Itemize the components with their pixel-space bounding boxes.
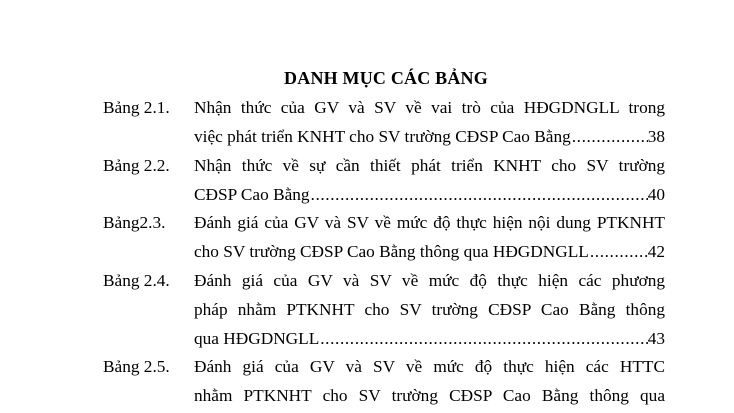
dot-leader: [571, 122, 648, 151]
entry-last-line: [194, 237, 665, 266]
entry-last-line: [194, 324, 665, 353]
entry-line: pháp nhằm PTKNHT cho SV trường CĐSP Cao Bằng thông: [194, 300, 665, 319]
dot-leader: [310, 180, 648, 209]
dot-leader: [589, 237, 648, 266]
entry-label: Bảng2.3.: [103, 213, 166, 232]
entry-line: Đánh giá của GV và SV về mức độ thực hiện các HTTC: [194, 357, 665, 376]
entry-label: Bảng 2.4.: [103, 271, 170, 290]
entry-line: qua HĐGDNGLL: [194, 329, 320, 348]
entry-line: cho SV trường CĐSP Cao Bằng thông qua HĐGDNGLL: [194, 242, 589, 261]
entry-last-line: [194, 122, 665, 151]
entry-label: Bảng 2.5.: [103, 357, 170, 376]
entry-page-number: 42: [647, 242, 665, 261]
entry-text: [194, 352, 665, 410]
entry-page-number: 43: [647, 329, 665, 348]
entry-page-number: 38: [647, 127, 665, 146]
entry-text: [194, 151, 665, 209]
entry-line: Đánh giá của GV và SV về mức độ thực hiện nội dung PTKNHT: [194, 213, 665, 232]
list-of-tables-heading: DANH MỤC CÁC BẢNG: [284, 68, 488, 88]
entry-line: Nhận thức của GV và SV về vai trò của HĐGDNGLL trong: [194, 98, 665, 117]
entry-page-number: 40: [647, 185, 665, 204]
entry-text: [194, 93, 665, 151]
entry-last-line: [194, 180, 665, 209]
entry-line: Nhận thức về sự cần thiết phát triển KNHT cho SV trường: [194, 156, 665, 175]
entry-line: việc phát triển KNHT cho SV trường CĐSP Cao Bằng: [194, 127, 571, 146]
entry-line: nhằm PTKNHT cho SV trường CĐSP Cao Bằng thông qua: [194, 386, 665, 405]
dot-leader: [319, 324, 647, 353]
entry-line: CĐSP Cao Bằng: [194, 185, 310, 204]
entry-line: Đánh giá của GV và SV về mức độ thực hiện các phương: [194, 271, 665, 290]
entry-label: Bảng 2.1.: [103, 98, 170, 117]
entry-text: [194, 208, 665, 266]
entry-text: [194, 266, 665, 353]
entry-label: Bảng 2.2.: [103, 156, 170, 175]
